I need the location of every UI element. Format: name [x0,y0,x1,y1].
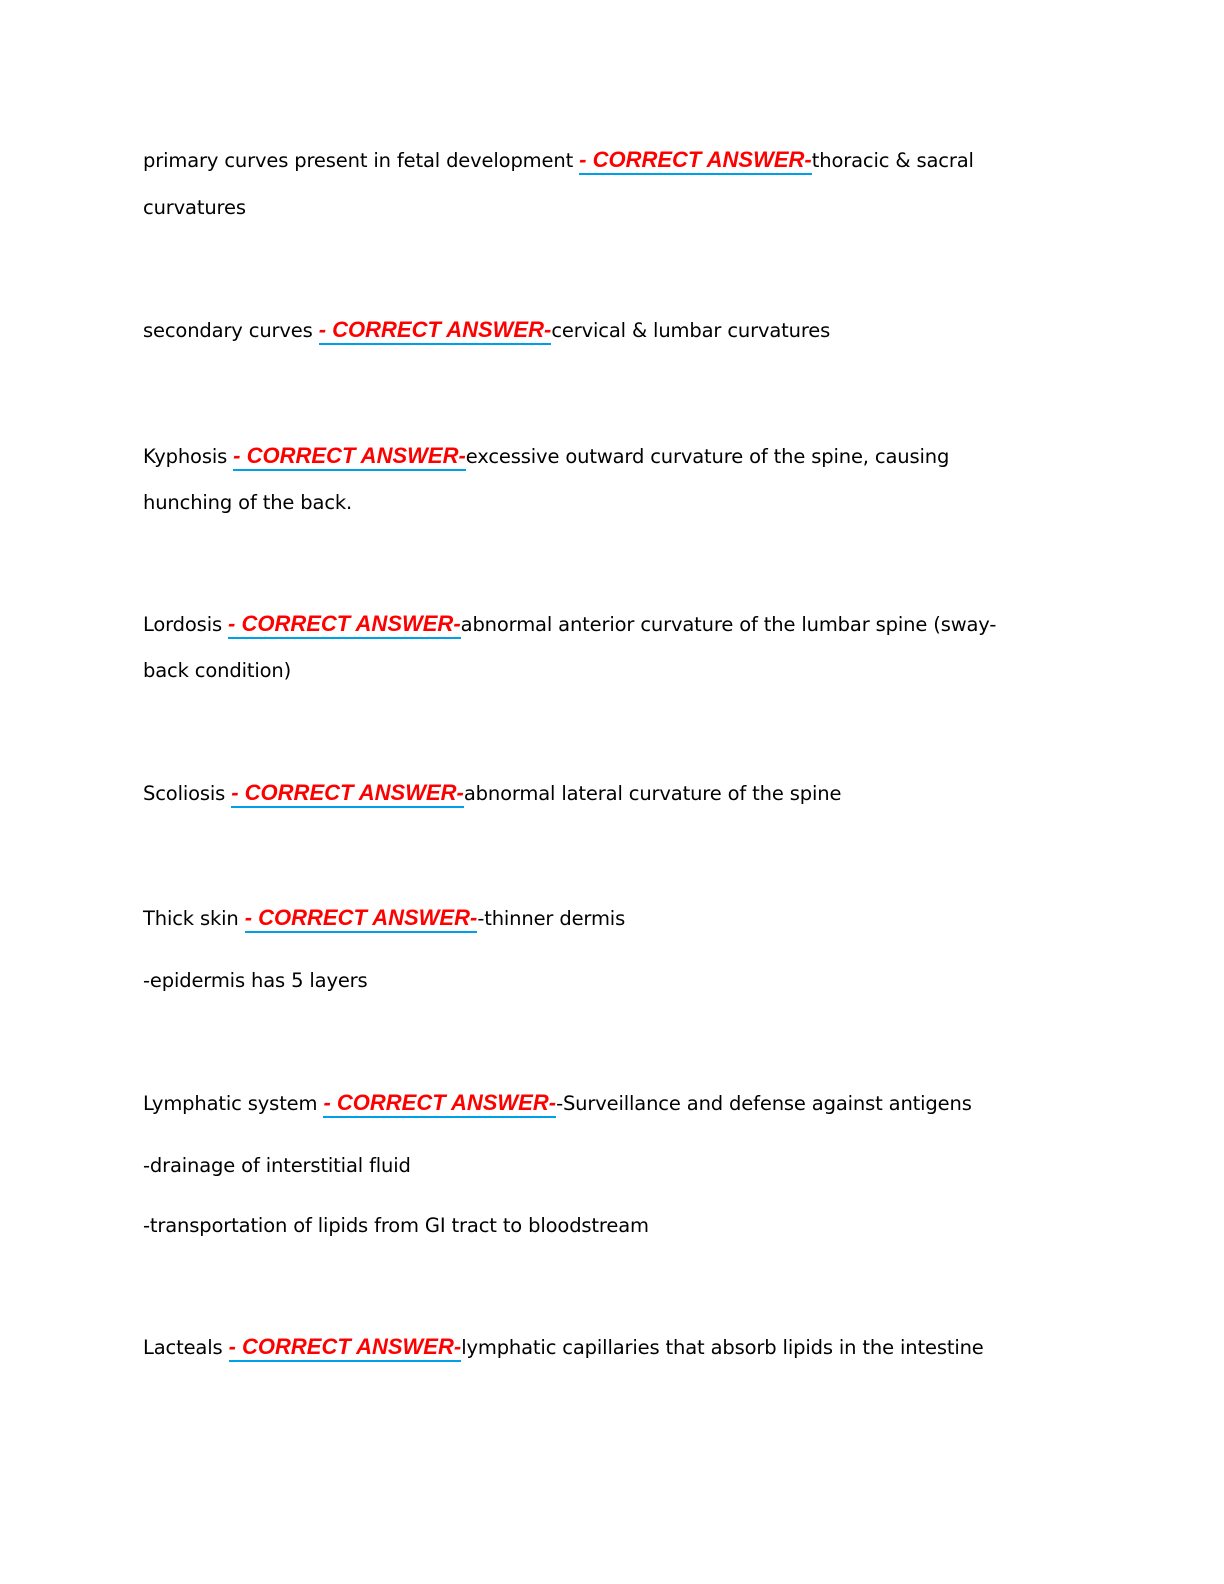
entry-term: Thick skin [143,907,245,930]
entry-answer-continuation [143,969,368,993]
entry-answer: -Surveillance and defense against antigens [556,1092,972,1115]
entry-answer: excessive outward curvature of the spine, causing [465,445,950,468]
correct-answer-marker: - CORRECT ANSWER- [231,780,464,808]
entry-answer-continuation [143,491,352,515]
correct-answer-marker: - CORRECT ANSWER- [229,1334,462,1362]
entry-answer: -thinner dermis [477,907,626,930]
entry-line [143,612,996,637]
entry-answer: -drainage of interstitial fluid [143,1154,411,1177]
entry-answer: -epidermis has 5 layers [143,969,368,992]
entry-answer-continuation [143,196,246,220]
entry-line [143,781,841,806]
entry-answer: thoracic & sacral [811,149,974,172]
entry-line [143,906,625,931]
entry-answer: back condition) [143,659,292,682]
correct-answer-marker: - CORRECT ANSWER- [228,611,461,639]
entry-answer: cervical & lumbar curvatures [551,319,831,342]
entry-answer: abnormal lateral curvature of the spine [463,782,842,805]
entry-answer: lymphatic capillaries that absorb lipids in the intestine [461,1336,984,1359]
correct-answer-marker: - CORRECT ANSWER- [245,905,478,933]
entry-line [143,148,974,173]
entry-answer: hunching of the back. [143,491,353,514]
entry-term: Lordosis [143,613,229,636]
entry-term: primary curves present in fetal development [143,149,580,172]
entry-term: Lacteals [143,1336,229,1359]
entry-term: Kyphosis [143,445,234,468]
entry-term: secondary curves [143,319,319,342]
correct-answer-marker: - CORRECT ANSWER- [233,443,466,471]
entry-answer-continuation [143,1214,649,1238]
correct-answer-marker: - CORRECT ANSWER- [579,147,812,175]
entry-line [143,1091,972,1116]
correct-answer-marker: - CORRECT ANSWER- [319,317,552,345]
entry-term: Lymphatic system [143,1092,324,1115]
entry-answer: curvatures [143,196,246,219]
entry-answer-continuation [143,659,291,683]
entry-answer: abnormal anterior curvature of the lumbar spine (sway- [460,613,997,636]
correct-answer-marker: - CORRECT ANSWER- [323,1090,556,1118]
entry-line [143,1335,984,1360]
entry-answer-continuation [143,1154,411,1178]
entry-line [143,318,830,343]
entry-term: Scoliosis [143,782,232,805]
entry-answer: -transportation of lipids from GI tract to bloodstream [143,1214,649,1237]
entry-line [143,444,949,469]
